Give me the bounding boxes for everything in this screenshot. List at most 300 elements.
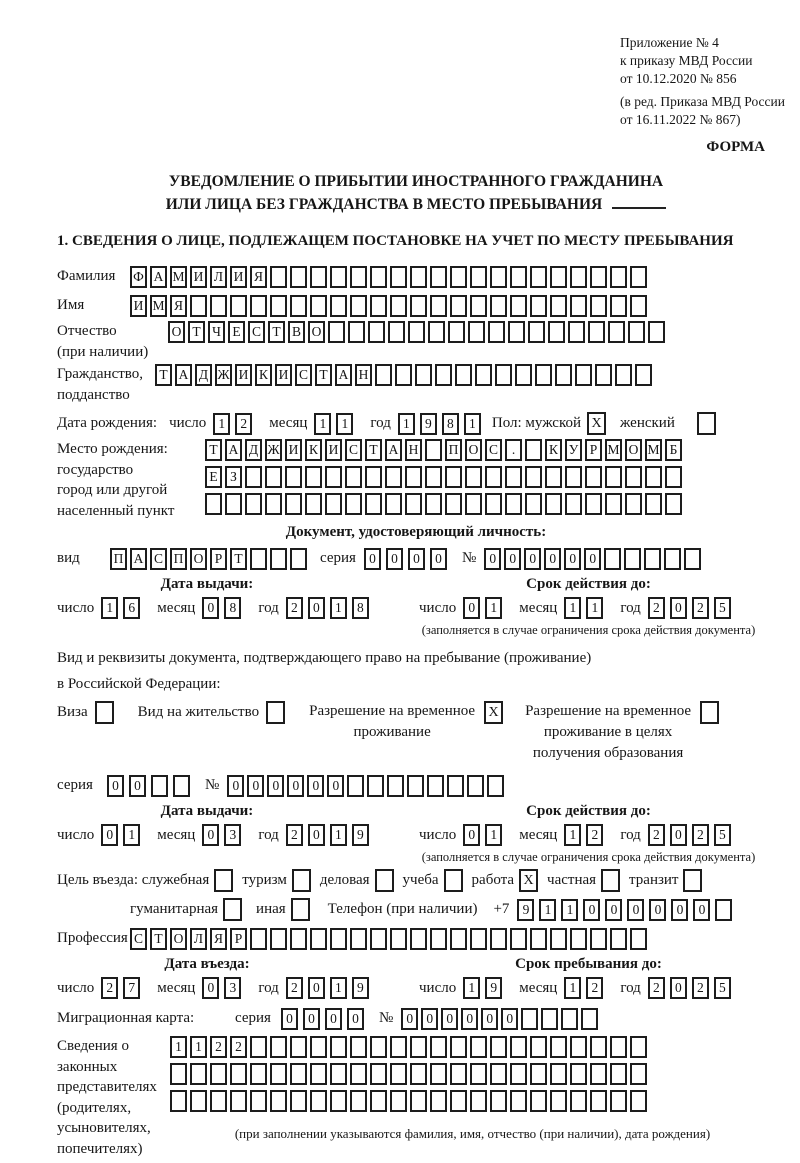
char-box[interactable] [230,1063,247,1085]
char-box[interactable] [151,775,168,797]
char-box[interactable] [648,321,665,343]
char-box[interactable] [561,1008,578,1030]
char-box[interactable]: 1 [314,413,331,435]
char-box[interactable] [348,321,365,343]
char-box[interactable]: С [485,439,502,461]
char-box[interactable] [628,321,645,343]
char-box[interactable]: О [170,928,187,950]
char-box[interactable] [250,1063,267,1085]
char-box[interactable] [370,266,387,288]
char-box[interactable] [435,364,452,386]
char-box[interactable]: Р [210,548,227,570]
char-box[interactable] [510,1063,527,1085]
char-box[interactable]: И [235,364,252,386]
char-box[interactable] [310,1090,327,1112]
char-box[interactable] [425,493,442,515]
char-box[interactable] [345,493,362,515]
char-box[interactable] [408,321,425,343]
char-box[interactable]: С [150,548,167,570]
char-box[interactable] [665,493,682,515]
char-box[interactable]: Т [205,439,222,461]
char-box[interactable] [270,1090,287,1112]
char-box[interactable] [570,1063,587,1085]
char-box[interactable]: 9 [517,899,534,921]
char-box[interactable] [290,295,307,317]
char-box[interactable]: Ж [265,439,282,461]
char-box[interactable] [415,364,432,386]
char-box[interactable] [350,1063,367,1085]
char-box[interactable]: В [288,321,305,343]
char-box[interactable] [310,1036,327,1058]
char-box[interactable]: 1 [561,899,578,921]
char-box[interactable]: К [545,439,562,461]
char-box[interactable]: 0 [544,548,561,570]
char-box[interactable] [490,295,507,317]
char-box[interactable]: 0 [129,775,146,797]
char-box[interactable] [630,1090,647,1112]
char-box[interactable] [608,321,625,343]
char-box[interactable] [625,493,642,515]
char-box[interactable] [610,1036,627,1058]
char-box[interactable]: 0 [386,548,403,570]
char-box[interactable]: 1 [564,824,581,846]
char-box[interactable] [270,295,287,317]
char-box[interactable]: 1 [463,977,480,999]
char-box[interactable] [510,1036,527,1058]
char-box[interactable] [510,266,527,288]
char-box[interactable]: 0 [202,597,219,619]
char-box[interactable]: 0 [583,899,600,921]
char-box[interactable] [610,1090,627,1112]
char-box[interactable] [535,364,552,386]
char-box[interactable]: Т [155,364,172,386]
char-box[interactable]: Б [665,439,682,461]
char-box[interactable] [330,928,347,950]
char-box[interactable] [470,1036,487,1058]
char-box[interactable] [525,493,542,515]
char-box[interactable] [490,928,507,950]
char-box[interactable] [610,295,627,317]
char-box[interactable]: 1 [213,413,230,435]
char-box[interactable]: 0 [463,597,480,619]
char-box[interactable] [370,1090,387,1112]
char-box[interactable] [390,295,407,317]
char-box[interactable] [385,493,402,515]
char-box[interactable] [495,364,512,386]
char-box[interactable] [550,295,567,317]
char-box[interactable] [270,266,287,288]
char-box[interactable] [365,493,382,515]
char-box[interactable] [330,266,347,288]
char-box[interactable]: Я [170,295,187,317]
char-box[interactable] [430,1090,447,1112]
char-box[interactable] [445,466,462,488]
char-box[interactable]: 0 [227,775,244,797]
char-box[interactable]: 2 [586,977,603,999]
char-box[interactable] [325,493,342,515]
char-box[interactable]: 5 [714,597,731,619]
char-box[interactable] [525,439,542,461]
char-box[interactable] [468,321,485,343]
sex-male-checkbox[interactable]: X [587,412,606,435]
purpose-business-checkbox[interactable] [375,869,394,892]
char-box[interactable] [290,1090,307,1112]
char-box[interactable] [350,1036,367,1058]
char-box[interactable]: О [625,439,642,461]
char-box[interactable]: Т [268,321,285,343]
char-box[interactable] [250,295,267,317]
char-box[interactable] [410,1063,427,1085]
char-box[interactable]: 0 [484,548,501,570]
char-box[interactable]: 2 [586,824,603,846]
char-box[interactable] [570,1090,587,1112]
char-box[interactable] [447,775,464,797]
char-box[interactable] [490,1063,507,1085]
char-box[interactable] [665,466,682,488]
char-box[interactable]: 0 [670,977,687,999]
char-box[interactable] [485,493,502,515]
char-box[interactable]: 0 [671,899,688,921]
char-box[interactable]: 1 [330,824,347,846]
char-box[interactable] [330,1090,347,1112]
char-box[interactable] [270,548,287,570]
char-box[interactable]: 2 [210,1036,227,1058]
char-box[interactable]: 2 [101,977,118,999]
char-box[interactable] [173,775,190,797]
purpose-official-checkbox[interactable] [214,869,233,892]
char-box[interactable] [410,295,427,317]
char-box[interactable] [350,266,367,288]
char-box[interactable] [310,295,327,317]
char-box[interactable]: 1 [330,597,347,619]
char-box[interactable] [230,1090,247,1112]
char-box[interactable] [290,928,307,950]
char-box[interactable]: 8 [224,597,241,619]
char-box[interactable] [470,295,487,317]
char-box[interactable] [170,1090,187,1112]
char-box[interactable] [425,439,442,461]
char-box[interactable] [430,928,447,950]
char-box[interactable] [265,466,282,488]
char-box[interactable]: 6 [123,597,140,619]
char-box[interactable] [410,1090,427,1112]
char-box[interactable] [590,266,607,288]
char-box[interactable]: И [275,364,292,386]
char-box[interactable] [385,466,402,488]
char-box[interactable]: М [170,266,187,288]
char-box[interactable]: 1 [190,1036,207,1058]
char-box[interactable]: А [150,266,167,288]
char-box[interactable] [595,364,612,386]
char-box[interactable] [265,493,282,515]
char-box[interactable]: 0 [564,548,581,570]
char-box[interactable] [290,548,307,570]
char-box[interactable] [521,1008,538,1030]
char-box[interactable] [350,1090,367,1112]
char-box[interactable] [605,466,622,488]
char-box[interactable]: Л [210,266,227,288]
char-box[interactable]: 0 [524,548,541,570]
char-box[interactable] [345,466,362,488]
char-box[interactable] [425,466,442,488]
char-box[interactable] [644,548,661,570]
char-box[interactable] [390,266,407,288]
char-box[interactable] [410,1036,427,1058]
char-box[interactable]: 2 [692,824,709,846]
char-box[interactable]: 0 [504,548,521,570]
char-box[interactable] [190,1063,207,1085]
char-box[interactable]: 0 [247,775,264,797]
char-box[interactable] [450,928,467,950]
char-box[interactable] [664,548,681,570]
char-box[interactable] [387,775,404,797]
char-box[interactable] [450,1090,467,1112]
char-box[interactable]: 0 [670,824,687,846]
visa-checkbox[interactable] [95,701,114,724]
char-box[interactable] [645,466,662,488]
char-box[interactable]: 0 [101,824,118,846]
char-box[interactable]: Е [228,321,245,343]
char-box[interactable] [367,775,384,797]
char-box[interactable]: А [130,548,147,570]
char-box[interactable] [245,493,262,515]
char-box[interactable] [205,493,222,515]
residence-permit-checkbox[interactable] [266,701,285,724]
char-box[interactable] [210,1063,227,1085]
char-box[interactable]: Т [315,364,332,386]
char-box[interactable]: Т [150,928,167,950]
char-box[interactable]: 2 [286,824,303,846]
purpose-private-checkbox[interactable] [601,869,620,892]
char-box[interactable]: М [150,295,167,317]
char-box[interactable] [270,928,287,950]
char-box[interactable] [170,1063,187,1085]
char-box[interactable] [715,899,732,921]
char-box[interactable]: О [168,321,185,343]
char-box[interactable]: 1 [398,413,415,435]
char-box[interactable] [450,1063,467,1085]
char-box[interactable]: Ч [208,321,225,343]
char-box[interactable] [430,1063,447,1085]
char-box[interactable]: 0 [303,1008,320,1030]
char-box[interactable]: 2 [648,597,665,619]
char-box[interactable]: 1 [336,413,353,435]
char-box[interactable] [445,493,462,515]
char-box[interactable]: 9 [420,413,437,435]
char-box[interactable] [310,1063,327,1085]
char-box[interactable] [490,1090,507,1112]
char-box[interactable]: 0 [308,824,325,846]
char-box[interactable] [550,928,567,950]
char-box[interactable] [645,493,662,515]
char-box[interactable] [545,466,562,488]
char-box[interactable] [375,364,392,386]
char-box[interactable]: 0 [584,548,601,570]
purpose-other-checkbox[interactable] [291,898,310,921]
char-box[interactable] [550,266,567,288]
char-box[interactable]: П [110,548,127,570]
char-box[interactable] [610,266,627,288]
purpose-humanitarian-checkbox[interactable] [223,898,242,921]
char-box[interactable]: 1 [485,597,502,619]
char-box[interactable]: 2 [692,977,709,999]
char-box[interactable] [330,1063,347,1085]
char-box[interactable]: М [605,439,622,461]
char-box[interactable]: 0 [463,824,480,846]
char-box[interactable]: К [255,364,272,386]
char-box[interactable]: Ж [215,364,232,386]
char-box[interactable] [470,266,487,288]
char-box[interactable] [430,1036,447,1058]
char-box[interactable]: 0 [202,977,219,999]
char-box[interactable]: 9 [352,824,369,846]
char-box[interactable] [310,266,327,288]
char-box[interactable]: Ф [130,266,147,288]
char-box[interactable] [530,1090,547,1112]
char-box[interactable]: 0 [307,775,324,797]
char-box[interactable] [570,266,587,288]
char-box[interactable] [585,493,602,515]
char-box[interactable]: 0 [693,899,710,921]
char-box[interactable]: 0 [327,775,344,797]
char-box[interactable] [568,321,585,343]
char-box[interactable] [250,1090,267,1112]
char-box[interactable]: 0 [202,824,219,846]
char-box[interactable] [605,493,622,515]
char-box[interactable] [530,1036,547,1058]
char-box[interactable]: 0 [308,977,325,999]
char-box[interactable] [530,266,547,288]
char-box[interactable]: Р [230,928,247,950]
char-box[interactable]: 1 [464,413,481,435]
char-box[interactable]: 3 [224,977,241,999]
char-box[interactable] [570,928,587,950]
char-box[interactable] [541,1008,558,1030]
char-box[interactable] [570,295,587,317]
char-box[interactable] [270,1063,287,1085]
char-box[interactable]: 1 [485,824,502,846]
char-box[interactable] [350,295,367,317]
char-box[interactable] [624,548,641,570]
char-box[interactable]: М [645,439,662,461]
char-box[interactable]: 0 [401,1008,418,1030]
edu-permit-checkbox[interactable] [700,701,719,724]
char-box[interactable]: И [285,439,302,461]
char-box[interactable]: П [170,548,187,570]
char-box[interactable] [590,295,607,317]
char-box[interactable]: Р [585,439,602,461]
char-box[interactable] [395,364,412,386]
char-box[interactable] [465,466,482,488]
char-box[interactable] [490,266,507,288]
char-box[interactable] [428,321,445,343]
char-box[interactable]: Я [210,928,227,950]
purpose-tourism-checkbox[interactable] [292,869,311,892]
char-box[interactable] [590,1036,607,1058]
char-box[interactable] [465,493,482,515]
char-box[interactable] [388,321,405,343]
char-box[interactable] [330,1036,347,1058]
char-box[interactable] [475,364,492,386]
char-box[interactable] [565,466,582,488]
char-box[interactable] [545,493,562,515]
char-box[interactable] [330,295,347,317]
char-box[interactable] [190,1090,207,1112]
char-box[interactable]: К [305,439,322,461]
char-box[interactable]: 0 [430,548,447,570]
char-box[interactable] [590,1090,607,1112]
char-box[interactable] [590,1063,607,1085]
char-box[interactable] [430,295,447,317]
char-box[interactable]: 0 [441,1008,458,1030]
char-box[interactable]: А [175,364,192,386]
char-box[interactable] [365,466,382,488]
char-box[interactable] [570,1036,587,1058]
char-box[interactable]: 2 [230,1036,247,1058]
char-box[interactable] [290,1063,307,1085]
char-box[interactable] [630,266,647,288]
char-box[interactable] [610,928,627,950]
char-box[interactable]: 0 [325,1008,342,1030]
char-box[interactable] [325,466,342,488]
char-box[interactable]: 0 [649,899,666,921]
char-box[interactable]: А [225,439,242,461]
char-box[interactable] [350,928,367,950]
char-box[interactable]: 2 [235,413,252,435]
char-box[interactable] [555,364,572,386]
char-box[interactable] [328,321,345,343]
char-box[interactable] [470,1090,487,1112]
char-box[interactable]: У [565,439,582,461]
char-box[interactable]: 5 [714,977,731,999]
char-box[interactable] [310,928,327,950]
char-box[interactable] [225,493,242,515]
char-box[interactable] [615,364,632,386]
char-box[interactable]: 2 [692,597,709,619]
char-box[interactable] [430,266,447,288]
char-box[interactable]: И [130,295,147,317]
char-box[interactable]: 0 [421,1008,438,1030]
char-box[interactable]: 0 [107,775,124,797]
char-box[interactable]: . [505,439,522,461]
char-box[interactable] [245,466,262,488]
char-box[interactable]: Л [190,928,207,950]
char-box[interactable] [575,364,592,386]
char-box[interactable]: 1 [539,899,556,921]
char-box[interactable] [528,321,545,343]
char-box[interactable]: А [385,439,402,461]
char-box[interactable] [347,775,364,797]
char-box[interactable] [585,466,602,488]
char-box[interactable] [450,266,467,288]
char-box[interactable] [550,1090,567,1112]
char-box[interactable] [510,295,527,317]
char-box[interactable]: Н [405,439,422,461]
char-box[interactable]: С [130,928,147,950]
char-box[interactable] [190,295,207,317]
char-box[interactable]: П [445,439,462,461]
char-box[interactable] [210,1090,227,1112]
char-box[interactable] [470,1063,487,1085]
char-box[interactable]: 8 [442,413,459,435]
char-box[interactable]: О [308,321,325,343]
char-box[interactable]: 9 [352,977,369,999]
char-box[interactable] [250,928,267,950]
char-box[interactable]: 0 [281,1008,298,1030]
char-box[interactable]: 0 [364,548,381,570]
char-box[interactable] [305,493,322,515]
char-box[interactable]: И [325,439,342,461]
